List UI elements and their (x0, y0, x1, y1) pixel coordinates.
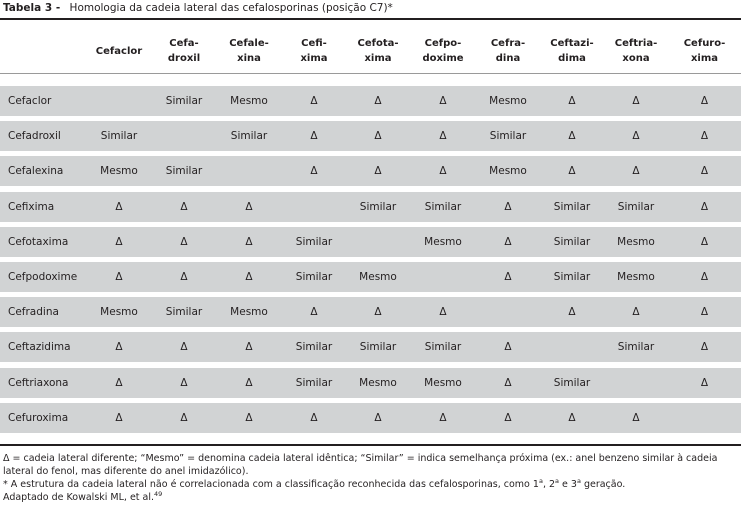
table-cell: Δ (568, 411, 576, 424)
table-row (0, 121, 741, 151)
table-cell (668, 403, 741, 433)
table-cell: Δ (245, 411, 253, 424)
header-rule (0, 73, 741, 74)
table-cell: Δ (439, 95, 447, 107)
table-cell: Similar (424, 341, 462, 354)
table-cell: Δ (504, 235, 512, 248)
table-cell: Δ (504, 200, 512, 213)
table-cell: Δ (568, 306, 576, 319)
column-header: Cefuro- xima (683, 38, 726, 64)
table-cell (540, 332, 604, 362)
table-body (0, 86, 741, 438)
table-cell: Δ (310, 95, 318, 107)
table-cell: Δ (439, 411, 447, 424)
table-cell: Δ (700, 341, 709, 354)
table-cell: Δ (245, 376, 253, 389)
table-cell: Similar (553, 376, 591, 389)
table-cell (152, 121, 216, 151)
table-cell: Mesmo (617, 270, 655, 283)
row-header: Cefalexina (8, 165, 64, 178)
table-cell: Δ (310, 411, 318, 424)
table-cell: Δ (180, 235, 188, 248)
legend-note: Δ = cadeia lateral diferente; “Mesmo” = denomina cadeia lateral idêntica; “Similar” = indica semelhança próxima (ex.: anel benzeno similar à cadeia lateral do fenol, mas diferente do anel imidazólico). (3, 453, 718, 477)
table-cell: Δ (504, 270, 512, 283)
table-cell: Δ (115, 411, 123, 424)
table-cell: Δ (310, 165, 318, 178)
table-cell: Mesmo (359, 376, 397, 389)
column-header: Ceftria- xona (614, 38, 658, 64)
table-row (0, 227, 741, 257)
table-cell: Δ (180, 341, 188, 354)
table-cell: Similar (165, 306, 203, 319)
column-header: Cefale- xina (229, 38, 269, 64)
table-cell: Mesmo (100, 306, 138, 319)
table-cell: Similar (553, 200, 591, 213)
table-cell: Similar (230, 130, 268, 143)
table-cell: Δ (700, 165, 709, 178)
table-cell: Similar (617, 341, 655, 354)
table-cell: Similar (295, 235, 333, 248)
table-row (0, 332, 741, 362)
table-row (0, 86, 741, 116)
table-cell: Similar (617, 200, 655, 213)
table-cell: Δ (439, 165, 447, 178)
table-cell: Mesmo (617, 235, 655, 248)
table-cell: Similar (165, 95, 203, 107)
table-cell: Δ (180, 200, 188, 213)
table-cell: Δ (374, 411, 382, 424)
table-cell (216, 156, 282, 186)
table-cell: Mesmo (489, 165, 527, 178)
table-cell (282, 192, 346, 222)
table-notes (3, 452, 741, 504)
table-cell: Δ (700, 376, 709, 389)
column-header: Cefota- xima (357, 38, 399, 64)
row-header: Ceftriaxona (8, 376, 69, 389)
table-cell: Δ (568, 130, 576, 143)
table-cell: Mesmo (359, 270, 397, 283)
table-cell: Δ (632, 306, 640, 319)
table-cell: Δ (700, 270, 709, 283)
table-cell: Δ (504, 376, 512, 389)
table-cell (476, 297, 540, 327)
table-cell: Δ (245, 270, 253, 283)
table-cell: Similar (359, 200, 397, 213)
row-header: Cefpodoxime (8, 270, 78, 283)
row-header: Ceftazidima (8, 341, 71, 354)
table-cell (86, 86, 152, 116)
row-header: Cefixima (8, 200, 55, 213)
table-cell: Δ (504, 341, 512, 354)
table-cell: Δ (180, 270, 188, 283)
table-cell: Δ (568, 95, 576, 107)
table-cell: Δ (700, 200, 709, 213)
table-cell: Δ (374, 130, 382, 143)
table-cell: Mesmo (424, 235, 462, 248)
table-cell: Δ (439, 306, 447, 319)
table-cell: Δ (700, 235, 709, 248)
header-corner (0, 29, 86, 73)
table-cell: Δ (310, 130, 318, 143)
table-cell: Δ (700, 95, 709, 107)
table-cell: Mesmo (489, 95, 527, 107)
table-cell: Δ (632, 411, 640, 424)
table-cell: Δ (504, 411, 512, 424)
table-cell: Δ (115, 376, 123, 389)
table-cell: Δ (245, 341, 253, 354)
table-cell (410, 262, 476, 292)
table-row (0, 297, 741, 327)
table-cell: Δ (374, 95, 382, 107)
table-cell: Similar (295, 341, 333, 354)
bottom-rule (0, 444, 741, 446)
table-cell: Similar (553, 235, 591, 248)
table-cell: Mesmo (230, 95, 268, 107)
table-cell: Δ (245, 200, 253, 213)
source-note: Adaptado de Kowalski ML, et al.$^{49}$ (3, 489, 163, 503)
row-header: Cefradina (8, 306, 59, 319)
row-header: Cefuroxima (8, 411, 69, 424)
table-row (0, 368, 741, 398)
table-row (0, 262, 741, 292)
column-header: Ceftazi- dima (550, 38, 594, 64)
table-caption (3, 1, 393, 15)
table-cell: Similar (295, 270, 333, 283)
table-cell: Δ (374, 306, 382, 319)
row-header: Cefadroxil (8, 130, 61, 143)
table-cell: Similar (424, 200, 462, 213)
table-cell: Similar (489, 130, 527, 143)
row-header: Cefotaxima (8, 235, 69, 248)
column-header: Cefi- xima (300, 38, 328, 64)
table-cell: Δ (180, 411, 188, 424)
table-cell: Δ (700, 130, 709, 143)
table-cell: Mesmo (424, 376, 462, 389)
caption-label: Tabela 3 - (3, 2, 61, 14)
column-header: Cefaclor (95, 45, 143, 57)
table-cell: Δ (115, 341, 123, 354)
table-cell: Δ (115, 235, 123, 248)
table-cell: Δ (439, 130, 447, 143)
table-cell: Δ (115, 270, 123, 283)
table-cell: Δ (374, 165, 382, 178)
table-row (0, 156, 741, 186)
table-cell: Δ (632, 165, 640, 178)
table-cell: Similar (295, 376, 333, 389)
table-cell: Mesmo (100, 165, 138, 178)
table-cell (346, 227, 410, 257)
table-cell: Δ (568, 165, 576, 178)
table-cell: Δ (700, 306, 709, 319)
row-header: Cefaclor (8, 95, 52, 107)
table-cell: Δ (180, 376, 188, 389)
table-header (0, 29, 741, 73)
table-cell: Δ (310, 306, 318, 319)
column-header: Cefpo- doxime (422, 38, 464, 64)
footnote: * A estrutura da cadeia lateral não é correlacionada com a classificação reconhecida das cefalosporinas, como 1$^a$, 2$^a$ e 3$^a$ geração. (3, 476, 626, 490)
table-row (0, 192, 741, 222)
top-rule (0, 18, 741, 20)
table-cell: Δ (632, 95, 640, 107)
column-header: Cefra- dina (490, 38, 526, 64)
table-cell: Δ (115, 200, 123, 213)
table-cell: Similar (100, 130, 138, 143)
table-cell: Similar (359, 341, 397, 354)
table-cell: Δ (632, 130, 640, 143)
table-cell: Mesmo (230, 306, 268, 319)
table-cell: Δ (245, 235, 253, 248)
table-cell (604, 368, 668, 398)
table-cell: Similar (553, 270, 591, 283)
table-row (0, 403, 741, 433)
table-cell: Similar (165, 165, 203, 178)
caption-title: Homologia da cadeia lateral das cefalosporinas (posição C7)* (69, 2, 393, 14)
column-header: Cefa- droxil (167, 38, 201, 64)
